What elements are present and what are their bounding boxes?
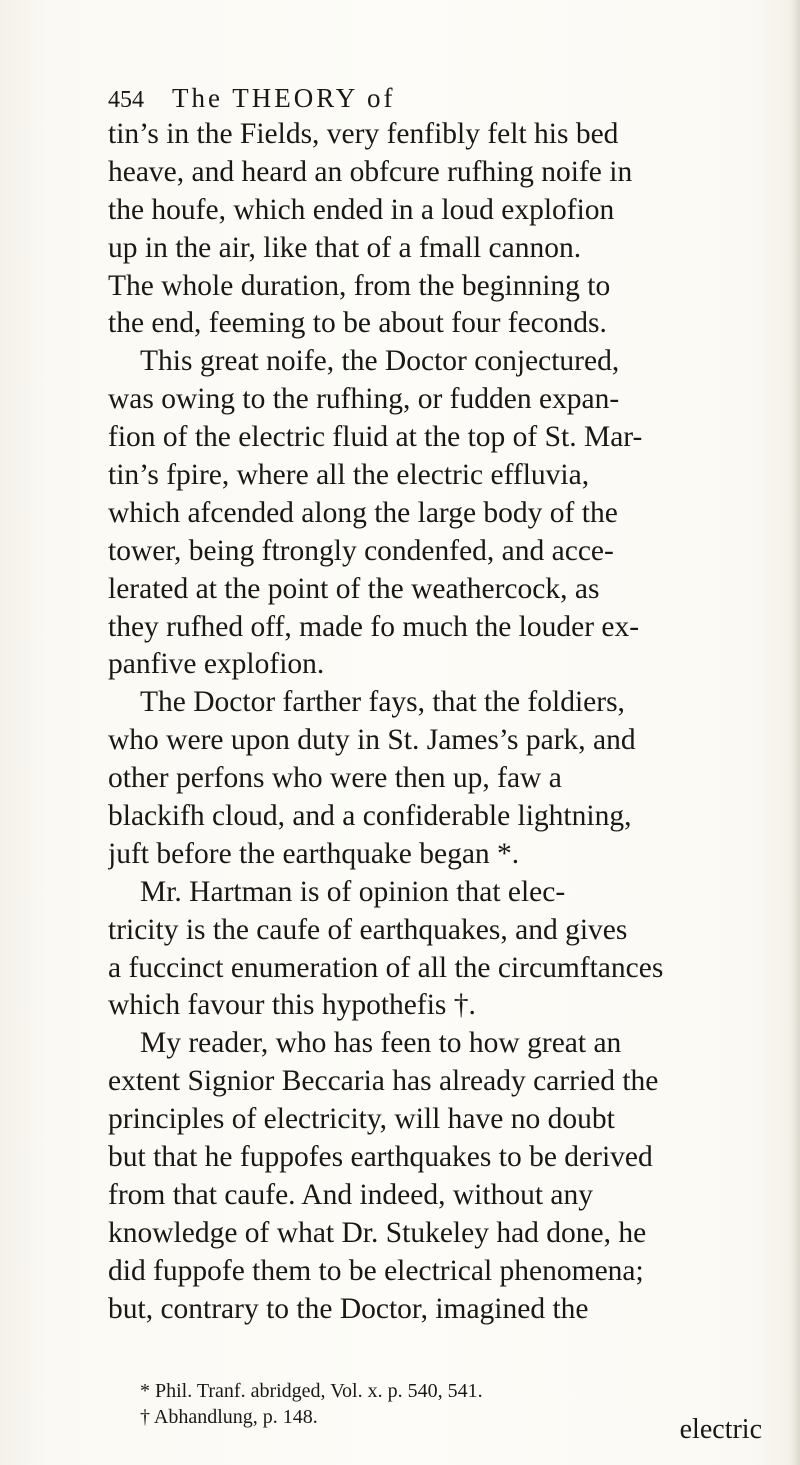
running-title: The THEORY of <box>172 83 396 113</box>
footnote: * Phil. Tranf. abridged, Vol. x. p. 540, 541. <box>140 1380 483 1402</box>
text-line: Mr. Hartman is of opinion that elec- <box>140 875 566 908</box>
text-line: did fuppofe them to be electrical phenomena; <box>108 1254 644 1287</box>
text-line: which afcended along the large body of the <box>108 496 618 529</box>
text-line: principles of electricity, will have no doubt <box>108 1103 615 1136</box>
text-line: tower, being ftrongly condenfed, and acce- <box>108 534 614 567</box>
text-line: they rufhed off, made fo much the louder ex- <box>108 610 640 643</box>
text-line: The whole duration, from the beginning to <box>108 269 611 302</box>
text-line: the end, feeming to be about four feconds. <box>108 307 607 340</box>
text-line: who were upon duty in St. James’s park, and <box>108 724 636 757</box>
text-line: panfive explofion. <box>108 648 325 681</box>
text-line: My reader, who has feen to how great an <box>140 1027 622 1060</box>
text-line: a fuccinct enumeration of all the circumftances <box>108 951 664 984</box>
text-line: knowledge of what Dr. Stukeley had done, he <box>108 1216 647 1249</box>
text-line: other perfons who were then up, faw a <box>108 762 562 795</box>
text-line: lerated at the point of the weathercock, as <box>108 572 600 605</box>
catchword: electric <box>679 1414 762 1445</box>
text-line: The Doctor farther fays, that the foldiers, <box>140 686 625 719</box>
text-line: was owing to the rufhing, or fudden expan- <box>108 383 620 416</box>
text-line: but that he fuppofes earthquakes to be derived <box>108 1141 653 1174</box>
text-line: fion of the electric fluid at the top of St. Mar- <box>108 421 643 454</box>
text-line: up in the air, like that of a fmall cannon. <box>108 231 582 264</box>
text-line: the houfe, which ended in a loud explofion <box>108 193 615 226</box>
text-line: but, contrary to the Doctor, imagined the <box>108 1292 589 1325</box>
body-text <box>108 116 782 1329</box>
running-head <box>108 80 668 116</box>
text-line: This great noife, the Doctor conjectured, <box>140 345 620 378</box>
text-line: blackifh cloud, and a confiderable lightning, <box>108 800 632 833</box>
text-line: extent Signior Beccaria has already carried the <box>108 1065 659 1098</box>
text-line: heave, and heard an obfcure rufhing noife in <box>108 155 633 188</box>
text-line: tricity is the caufe of earthquakes, and gives <box>108 913 628 946</box>
footnote: † Abhandlung, p. 148. <box>140 1406 318 1428</box>
page-number: 454 <box>108 87 144 113</box>
text-line: from that caufe. And indeed, without any <box>108 1178 593 1211</box>
text-line: tin’s fpire, where all the electric effluvia, <box>108 459 590 492</box>
text-line: juft before the earthquake began *. <box>108 837 520 870</box>
text-line: tin’s in the Fields, very fenfibly felt his bed <box>108 118 619 150</box>
page-edge-shadow <box>790 0 800 1465</box>
text-line: which favour this hypothefis †. <box>108 989 476 1022</box>
